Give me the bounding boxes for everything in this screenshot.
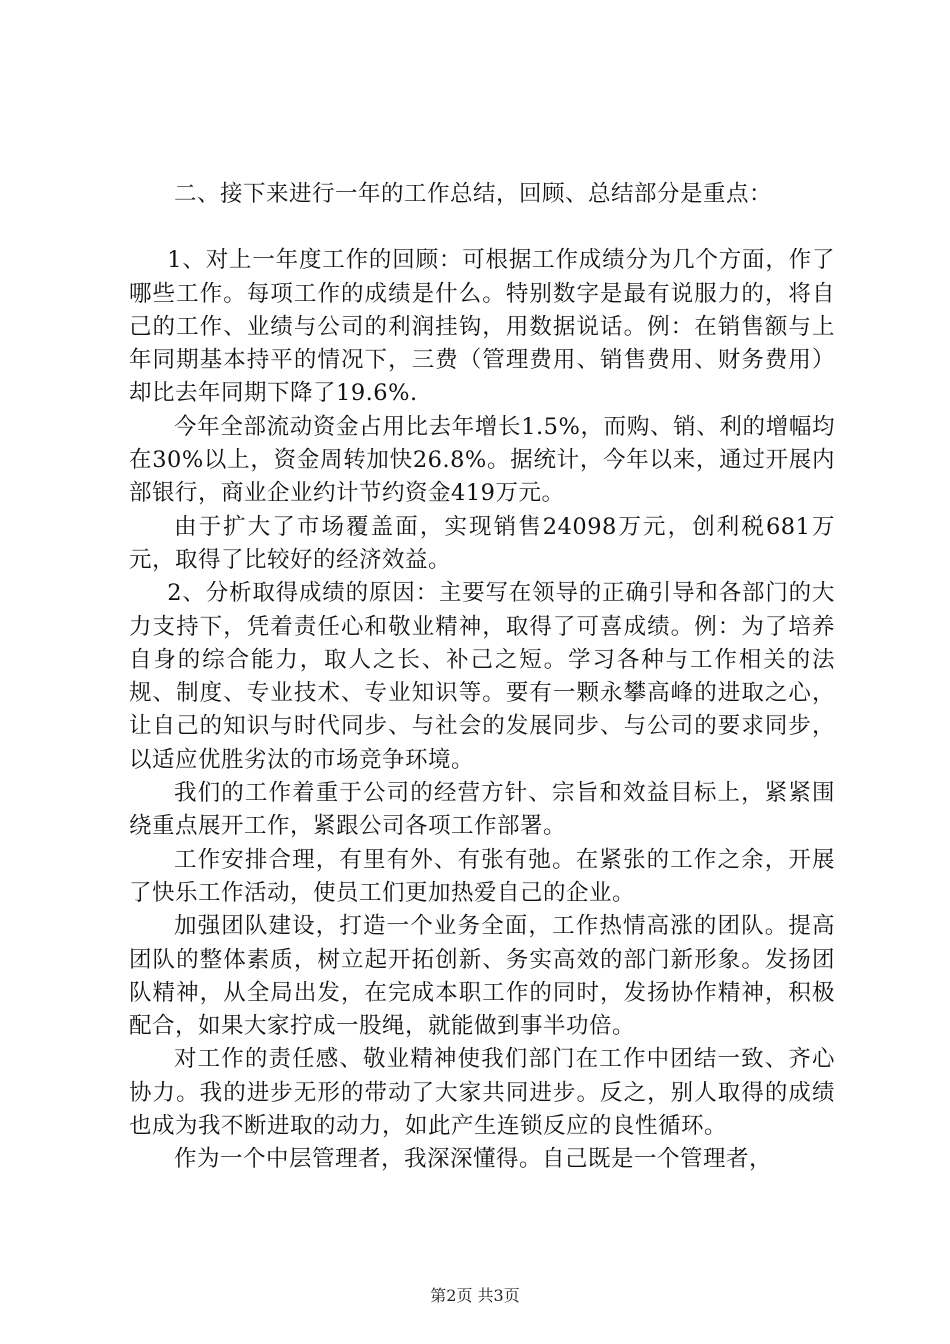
document-body — [129, 178, 835, 1177]
page-footer — [0, 1283, 950, 1306]
paragraph-manager: 作为一个中层管理者，我深深懂得。自己既是一个管理者， — [174, 1146, 773, 1173]
paragraph-responsibility: 对工作的责任感、敬业精神使我们部门在工作中团结一致、齐心协力。我的进步无形的带动了大家共同进步。反之，别人取得的成绩也成为我不断进取的动力，如此产生连锁反应的良性循环。 — [129, 1046, 835, 1140]
section-heading: 二、接下来进行一年的工作总结，回顾、总结部分是重点： — [174, 181, 773, 207]
paragraph-focus: 我们的工作着重于公司的经营方针、宗旨和效益目标上，紧紧围绕重点展开工作，紧跟公司各项工作部署。 — [129, 780, 835, 840]
paragraph-reasons: 2、分析取得成绩的原因：主要写在领导的正确引导和各部门的大力支持下，凭着责任心和敬业精神，取得了可喜成绩。例：为了培养自身的综合能力，取人之长、补己之短。学习各种与工作相关的法规、制度、专业技术、专业知识等。要有一颗永攀高峰的进取之心，让自己的知识与时代同步、与社会的发展同步、与公司的要求同步，以适应优胜劣汰的市场竞争环境。 — [129, 580, 835, 773]
paragraph-capital: 今年全部流动资金占用比去年增长1.5%，而购、销、利的增幅均在30%以上，资金周转加快26.8%。据统计，今年以来，通过开展内部银行，商业企业约计节约资金419万元。 — [129, 413, 835, 507]
page-number-label: 第2页 共3页 — [430, 1286, 520, 1305]
paragraph-arrangement: 工作安排合理，有里有外、有张有弛。在紧张的工作之余，开展了快乐工作活动，使员工们更加热爱自己的企业。 — [129, 846, 835, 906]
paragraph-review: 1、对上一年度工作的回顾：可根据工作成绩分为几个方面，作了哪些工作。每项工作的成绩是什么。特别数字是最有说服力的，将自己的工作、业绩与公司的利润挂钩，用数据说话。例：在销售额与上年同期基本持平的情况下，三费（管理费用、销售费用、财务费用）却比去年同期下降了19.6%. — [129, 247, 835, 407]
paragraph-team: 加强团队建设，打造一个业务全面，工作热情高涨的团队。提高团队的整体素质，树立起开拓创新、务实高效的部门新形象。发扬团队精神，从全局出发，在完成本职工作的同时，发扬协作精神，积极配合，如果大家拧成一股绳，就能做到事半功倍。 — [129, 913, 835, 1040]
paragraph-sales: 由于扩大了市场覆盖面，实现销售24098万元，创利税681万元，取得了比较好的经济效益。 — [129, 513, 835, 573]
